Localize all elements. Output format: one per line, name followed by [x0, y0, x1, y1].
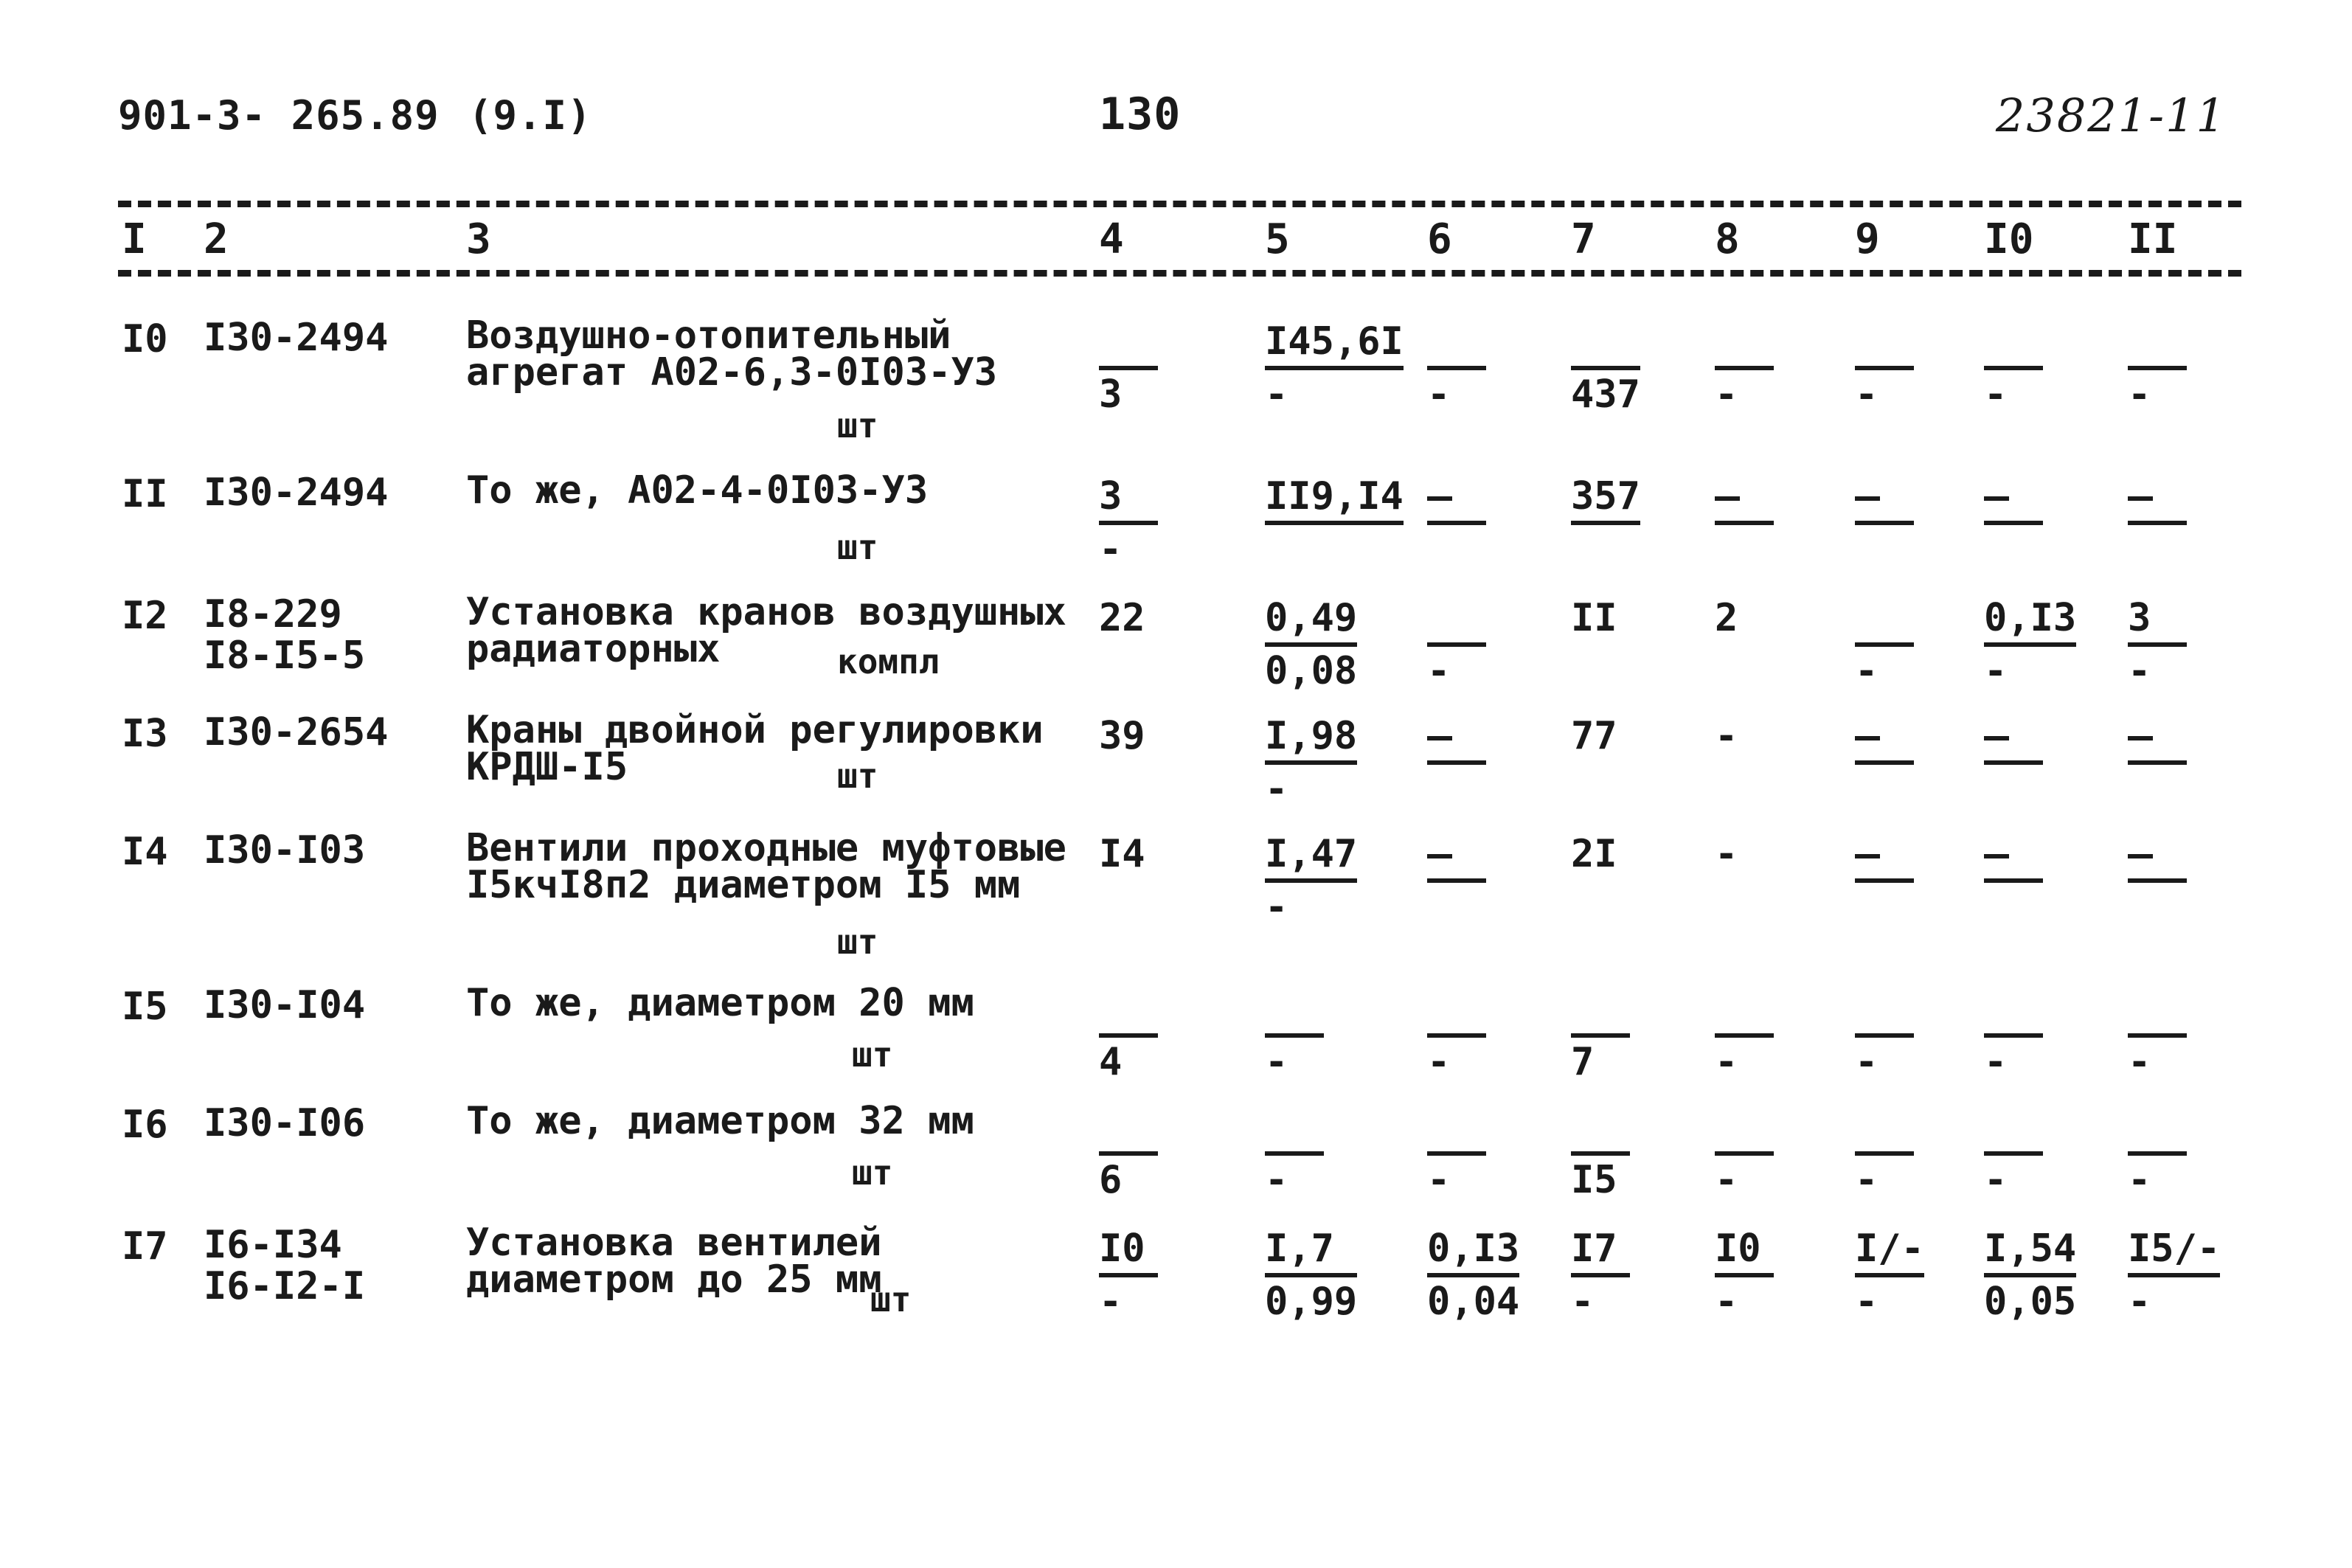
row-number: I2	[122, 594, 168, 638]
value-cell-col-4	[1099, 472, 1158, 574]
value-denominator: 0,99	[1265, 1280, 1358, 1324]
value-cell-col-8	[1715, 712, 1774, 809]
value-denominator	[1099, 642, 1158, 691]
value-cell-col-5	[1265, 1103, 1324, 1204]
price-code: I30-I06	[204, 1101, 366, 1145]
column-header-9: 9	[1855, 215, 1880, 263]
value-numerator: 77	[1571, 714, 1617, 758]
value-numerator: I,7	[1265, 1224, 1357, 1277]
value-denominator	[1099, 760, 1158, 809]
value-denominator	[1984, 883, 2043, 932]
value-numerator: 39	[1099, 714, 1145, 758]
value-numerator	[1427, 317, 1486, 370]
item-description: То же, диаметром 32 мм	[466, 1099, 974, 1143]
value-cell-col-11	[2128, 472, 2187, 574]
value-numerator	[1427, 472, 1486, 525]
value-cell-col-5	[1265, 317, 1404, 419]
value-numerator: II	[1571, 596, 1617, 640]
value-denominator	[1571, 760, 1630, 809]
value-cell-col-4	[1099, 594, 1158, 691]
value-cell-col-8	[1715, 594, 1774, 691]
value-numerator	[1571, 985, 1630, 1038]
value-denominator: -	[1265, 885, 1288, 929]
value-numerator	[2128, 1103, 2187, 1156]
unit-label: шт	[870, 1280, 912, 1319]
row-number: I3	[122, 712, 168, 756]
value-numerator	[1427, 712, 1486, 765]
page-number: 130	[1099, 89, 1182, 140]
value-cell-col-9	[1855, 594, 1914, 695]
value-denominator: -	[1427, 1158, 1451, 1202]
value-numerator	[1855, 985, 1914, 1038]
value-numerator	[1984, 712, 2043, 765]
value-numerator: I,98	[1265, 712, 1357, 765]
value-cell-col-11	[2128, 317, 2187, 419]
value-numerator	[1984, 317, 2043, 370]
value-numerator: -	[1715, 714, 1738, 758]
value-denominator: 0,04	[1427, 1280, 1520, 1324]
unit-label: шт	[852, 1153, 893, 1193]
value-denominator: 4	[1099, 1040, 1123, 1084]
column-header-5: 5	[1265, 215, 1290, 263]
value-numerator: I,54	[1984, 1224, 2076, 1277]
value-numerator	[2128, 985, 2187, 1038]
value-denominator: -	[1855, 1158, 1879, 1202]
value-denominator: -	[1715, 372, 1738, 417]
value-denominator: -	[1427, 372, 1451, 417]
value-numerator	[1715, 472, 1774, 525]
value-numerator: I45,6I	[1265, 317, 1404, 370]
value-denominator: -	[2128, 1158, 2151, 1202]
dash-mark	[1427, 496, 1452, 501]
value-cell-col-11	[2128, 985, 2187, 1086]
value-numerator	[1855, 1103, 1914, 1156]
value-cell-col-9	[1855, 1224, 1924, 1326]
value-numerator: -	[1715, 832, 1738, 876]
unit-label: компл	[837, 642, 940, 681]
unit-label: шт	[837, 922, 878, 962]
value-cell-col-8	[1715, 472, 1774, 574]
column-header-1: I	[122, 215, 147, 263]
value-denominator	[1855, 525, 1914, 574]
value-cell-col-6	[1427, 594, 1486, 695]
value-denominator	[1571, 525, 1640, 574]
unit-label: шт	[837, 527, 878, 567]
value-denominator: -	[1855, 649, 1879, 693]
value-denominator: -	[1984, 1158, 2008, 1202]
value-cell-col-8	[1715, 317, 1774, 419]
value-denominator: -	[1099, 1280, 1123, 1324]
row-number: I0	[122, 317, 168, 361]
value-cell-col-4	[1099, 830, 1158, 927]
value-cell-col-11	[2128, 830, 2187, 932]
value-denominator: -	[1855, 1280, 1879, 1324]
column-header-3: 3	[466, 215, 491, 263]
value-numerator	[1427, 594, 1486, 647]
value-cell-col-6	[1427, 830, 1486, 932]
item-description: Воздушно-отопительный агрегат А02-6,3-0I03-У3	[466, 313, 998, 395]
value-numerator: I0	[1715, 1224, 1774, 1277]
value-cell-col-7	[1571, 1224, 1630, 1326]
value-denominator	[1427, 765, 1486, 814]
value-denominator: -	[1855, 1040, 1879, 1084]
price-code: I30-2654	[204, 710, 389, 754]
dash-mark	[1984, 736, 2009, 740]
value-numerator: I5/-	[2128, 1224, 2220, 1277]
value-denominator	[2128, 525, 2187, 574]
item-description: Установка кранов воздушных радиаторных	[466, 590, 1066, 671]
value-cell-col-4	[1099, 317, 1158, 419]
value-cell-col-10	[1984, 830, 2043, 932]
dash-mark	[1855, 854, 1880, 858]
value-denominator: 0,08	[1265, 649, 1358, 693]
price-code: I30-2494	[204, 316, 389, 360]
value-denominator	[1265, 525, 1404, 574]
value-cell-col-10	[1984, 594, 2076, 695]
value-numerator	[1427, 830, 1486, 883]
dash-mark	[1984, 854, 2009, 858]
value-cell-col-5	[1265, 712, 1357, 814]
dash-mark	[1715, 496, 1740, 501]
value-denominator	[1715, 760, 1774, 809]
value-denominator	[1715, 525, 1774, 574]
value-cell-col-7	[1571, 985, 1630, 1086]
value-denominator	[1715, 642, 1774, 691]
price-code: I8-229 I8-I5-5	[204, 592, 366, 678]
value-denominator: -	[1427, 649, 1451, 693]
value-cell-col-6	[1427, 472, 1486, 574]
item-description: Вентили проходные муфтовые I5кчI8п2 диаметром I5 мм	[466, 826, 1066, 907]
value-numerator	[1427, 1103, 1486, 1156]
value-numerator	[1984, 985, 2043, 1038]
value-denominator: -	[1855, 372, 1879, 417]
value-cell-col-10	[1984, 1224, 2076, 1326]
value-cell-col-10	[1984, 712, 2043, 814]
value-denominator: -	[1984, 649, 2008, 693]
value-denominator: -	[2128, 649, 2151, 693]
value-numerator: 0,I3	[1427, 1224, 1519, 1277]
value-cell-col-5	[1265, 830, 1357, 932]
value-cell-col-5	[1265, 472, 1404, 574]
value-numerator: 357	[1571, 472, 1640, 525]
value-cell-col-8	[1715, 1103, 1774, 1204]
header-rule-top	[118, 201, 2241, 207]
value-numerator	[2128, 712, 2187, 765]
value-numerator	[1571, 317, 1640, 370]
value-cell-col-7	[1571, 830, 1630, 927]
row-number: II	[122, 472, 168, 516]
price-code: I30-2494	[204, 471, 389, 515]
value-numerator	[2128, 830, 2187, 883]
value-numerator	[1099, 985, 1158, 1038]
value-denominator: 437	[1571, 372, 1640, 417]
dash-mark	[1427, 854, 1452, 858]
value-denominator: -	[1715, 1280, 1738, 1324]
value-denominator: -	[1715, 1158, 1738, 1202]
column-header-7: 7	[1571, 215, 1596, 263]
value-numerator	[2128, 317, 2187, 370]
value-cell-col-11	[2128, 594, 2187, 695]
dash-mark	[1427, 736, 1452, 740]
value-cell-col-5	[1265, 985, 1324, 1086]
value-denominator: -	[1099, 527, 1123, 572]
value-cell-col-9	[1855, 830, 1914, 932]
row-number: I4	[122, 830, 168, 874]
value-numerator	[1427, 985, 1486, 1038]
value-denominator: -	[2128, 372, 2151, 417]
value-cell-col-11	[2128, 712, 2187, 814]
value-numerator	[1984, 472, 2043, 525]
row-number: I6	[122, 1103, 168, 1147]
value-cell-col-6	[1427, 1224, 1519, 1326]
value-cell-col-7	[1571, 712, 1630, 809]
section-code: (9.I)	[468, 92, 592, 139]
value-cell-col-8	[1715, 830, 1774, 927]
column-header-10: I0	[1984, 215, 2034, 263]
value-denominator	[1571, 642, 1630, 691]
value-denominator	[1984, 765, 2043, 814]
value-cell-col-8	[1715, 985, 1774, 1086]
value-cell-col-10	[1984, 317, 2043, 419]
dash-mark	[2128, 854, 2153, 858]
value-cell-col-7	[1571, 594, 1630, 691]
column-header-4: 4	[1099, 215, 1124, 263]
inventory-number: 23821-11	[1995, 89, 2227, 142]
value-denominator: 7	[1571, 1040, 1595, 1084]
value-cell-col-5	[1265, 594, 1357, 695]
value-numerator	[1855, 712, 1914, 765]
value-numerator: 0,49	[1265, 594, 1357, 647]
value-denominator: -	[1715, 1040, 1738, 1084]
value-numerator	[1855, 317, 1914, 370]
value-cell-col-7	[1571, 1103, 1630, 1204]
value-denominator: -	[1984, 372, 2008, 417]
value-numerator: I/-	[1855, 1224, 1924, 1277]
item-description: Краны двойной регулировки КРДШ-I5	[466, 708, 1044, 789]
value-numerator: 2	[1715, 596, 1738, 640]
value-numerator	[1715, 985, 1774, 1038]
value-numerator: 2I	[1571, 832, 1617, 876]
value-cell-col-4	[1099, 1103, 1158, 1204]
dash-mark	[1855, 736, 1880, 740]
dash-mark	[2128, 736, 2153, 740]
value-denominator: -	[1984, 1040, 2008, 1084]
value-numerator	[1265, 1103, 1324, 1156]
doc-code: 901-3- 265.89	[118, 92, 440, 139]
row-number: I5	[122, 985, 168, 1029]
value-numerator	[1571, 1103, 1630, 1156]
value-denominator: 0,05	[1984, 1280, 2077, 1324]
price-code: I6-I34 I6-I2-I	[204, 1223, 366, 1308]
item-description: То же, диаметром 20 мм	[466, 981, 974, 1025]
value-denominator: 3	[1099, 372, 1123, 417]
value-cell-col-4	[1099, 712, 1158, 809]
value-denominator: -	[2128, 1040, 2151, 1084]
value-numerator	[1855, 594, 1914, 647]
value-denominator	[1715, 878, 1774, 927]
value-cell-col-6	[1427, 317, 1486, 419]
value-denominator	[1855, 765, 1914, 814]
dash-mark	[1855, 496, 1880, 501]
value-denominator	[2128, 765, 2187, 814]
value-numerator	[1855, 472, 1914, 525]
value-cell-col-10	[1984, 1103, 2043, 1204]
value-cell-col-9	[1855, 985, 1914, 1086]
value-cell-col-9	[1855, 317, 1914, 419]
value-numerator: 3	[2128, 594, 2187, 647]
value-numerator: I,47	[1265, 830, 1357, 883]
value-denominator: -	[1265, 1040, 1288, 1084]
column-header-6: 6	[1427, 215, 1452, 263]
value-numerator	[1265, 985, 1324, 1038]
unit-label: шт	[852, 1035, 893, 1075]
value-numerator	[1099, 1103, 1158, 1156]
value-denominator: -	[1427, 1040, 1451, 1084]
value-cell-col-10	[1984, 472, 2043, 574]
value-denominator: I5	[1571, 1158, 1617, 1202]
value-numerator	[1855, 830, 1914, 883]
price-code: I30-I04	[204, 983, 366, 1027]
value-denominator: -	[2128, 1280, 2151, 1324]
value-cell-col-10	[1984, 985, 2043, 1086]
value-cell-col-9	[1855, 472, 1914, 574]
value-numerator	[1984, 830, 2043, 883]
value-cell-col-7	[1571, 472, 1640, 574]
value-cell-col-5	[1265, 1224, 1357, 1326]
value-denominator: -	[1265, 767, 1288, 811]
column-header-8: 8	[1715, 215, 1740, 263]
value-numerator	[1984, 1103, 2043, 1156]
value-numerator	[1715, 317, 1774, 370]
value-cell-col-6	[1427, 712, 1486, 814]
value-cell-col-7	[1571, 317, 1640, 419]
dash-mark	[1984, 496, 2009, 501]
value-denominator	[1427, 883, 1486, 932]
value-denominator: -	[1571, 1280, 1595, 1324]
value-numerator: 3	[1099, 472, 1158, 525]
value-denominator: -	[1265, 1158, 1288, 1202]
value-cell-col-8	[1715, 1224, 1774, 1326]
unit-label: шт	[837, 756, 878, 796]
value-cell-col-9	[1855, 712, 1914, 814]
value-cell-col-9	[1855, 1103, 1914, 1204]
value-cell-col-11	[2128, 1103, 2187, 1204]
value-cell-col-11	[2128, 1224, 2220, 1326]
header-rule-bottom	[118, 270, 2241, 277]
value-denominator	[2128, 883, 2187, 932]
value-cell-col-6	[1427, 1103, 1486, 1204]
column-header-2: 2	[204, 215, 229, 263]
value-cell-col-4	[1099, 1224, 1158, 1326]
value-denominator	[1099, 878, 1158, 927]
value-numerator: II9,I4	[1265, 472, 1404, 525]
value-numerator	[1099, 317, 1158, 370]
value-numerator: I7	[1571, 1224, 1630, 1277]
unit-label: шт	[837, 406, 878, 445]
item-description: То же, А02-4-0I03-У3	[466, 468, 929, 513]
value-denominator	[1427, 525, 1486, 574]
value-numerator	[1715, 1103, 1774, 1156]
row-number: I7	[122, 1224, 168, 1269]
value-denominator	[1855, 883, 1914, 932]
column-header-11: II	[2128, 215, 2178, 263]
price-code: I30-I03	[204, 828, 366, 873]
value-numerator	[2128, 472, 2187, 525]
dash-mark	[2128, 496, 2153, 501]
value-denominator: -	[1265, 372, 1288, 417]
value-denominator	[1984, 525, 2043, 574]
value-numerator: 0,I3	[1984, 594, 2076, 647]
value-numerator: 22	[1099, 596, 1145, 640]
value-cell-col-4	[1099, 985, 1158, 1086]
value-numerator: I0	[1099, 1224, 1158, 1277]
value-denominator: 6	[1099, 1158, 1123, 1202]
value-cell-col-6	[1427, 985, 1486, 1086]
item-description: Установка вентилей диаметром до 25 мм	[466, 1221, 882, 1302]
value-denominator	[1571, 878, 1630, 927]
value-numerator: I4	[1099, 832, 1145, 876]
